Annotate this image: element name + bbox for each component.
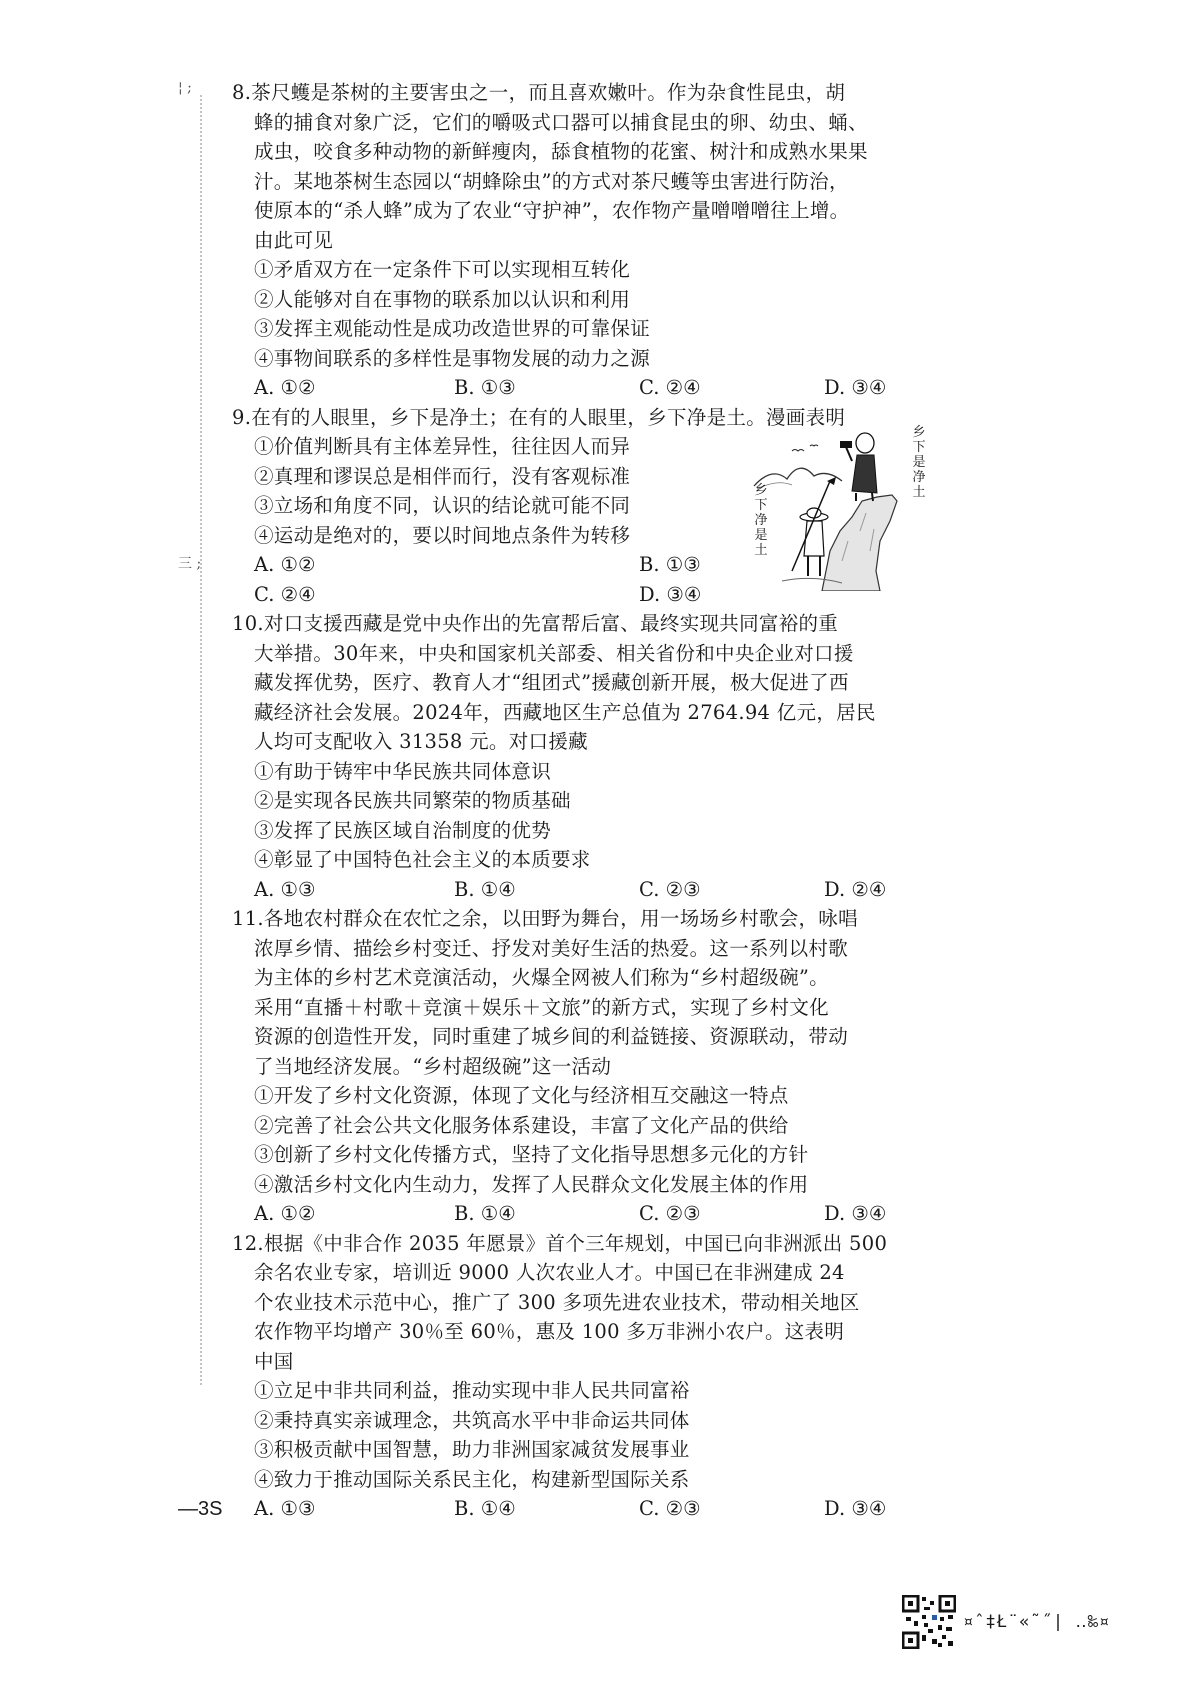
stem-line: 采用“直播＋村歌＋竞演＋娱乐＋文旅”的新方式，实现了乡村文化: [254, 995, 829, 1019]
answer-a[interactable]: A. ①③: [254, 1497, 316, 1520]
comic-label-bottom: 乡下净是土: [754, 482, 768, 558]
option-1: ①矛盾双方在一定条件下可以实现相互转化: [254, 258, 631, 281]
stem-line: 蜂的捕食对象广泛，它们的嚼吸式口器可以捕食昆虫的卵、幼虫、蛹、: [254, 110, 868, 134]
option-1: ①立足中非共同利益，推动实现中非人民共同富裕: [254, 1379, 690, 1402]
option-1: ①开发了乡村文化资源，体现了文化与经济相互交融这一特点: [254, 1084, 789, 1107]
question-stem: [232, 1229, 932, 1377]
answer-c[interactable]: C. ②④: [639, 376, 701, 399]
edge-mark-middle: 三 ;: [178, 556, 202, 572]
answer-c[interactable]: C. ②④: [254, 582, 316, 606]
stem-line: 人均可支配收入 31358 元。对口援藏: [254, 730, 588, 753]
stem-line: 使原本的“杀人蜂”成为了农业“守护神”，农作物产量噌噌噌往上增。: [254, 199, 850, 222]
comic-label-top: 乡下是净土: [912, 424, 926, 500]
answer-c[interactable]: C. ②③: [639, 1497, 701, 1520]
stem-line: 为主体的乡村艺术竞演活动，火爆全网被人们称为“乡村超级碗”。: [254, 966, 829, 989]
answer-a[interactable]: A. ①③: [254, 877, 316, 901]
option-2: ②秉持真实亲诚理念，共筑高水平中非命运共同体: [254, 1408, 690, 1432]
stem-line: 中国: [254, 1349, 294, 1373]
answer-d[interactable]: D. ②④: [824, 877, 887, 901]
stem-line: 9.在有的人眼里，乡下是净土；在有的人眼里，乡下净是土。漫画表明: [232, 405, 846, 429]
stem-line: 农作物平均增产 30％至 60％，惠及 100 多万非洲小农户。这表明: [254, 1320, 845, 1343]
edge-mark-top: ¦ ;: [178, 80, 192, 96]
question-12: [232, 1229, 932, 1524]
stem-line: 汁。某地茶树生态园以“胡蜂除虫”的方式对茶尺蠖等虫害进行防治，: [254, 169, 849, 193]
stem-line: 浓厚乡情、描绘乡村变迁、抒发对美好生活的热爱。这一系列以村歌: [254, 936, 849, 960]
question-10: [232, 609, 932, 904]
question-8: [232, 78, 932, 403]
option-2: ②真理和谬误总是相伴而行，没有客观标准: [254, 464, 631, 488]
answer-d[interactable]: D. ③④: [639, 582, 702, 606]
stem-line: 12.根据《中非合作 2035 年愿景》首个三年规划，中国已向非洲派出 500: [232, 1231, 888, 1255]
stem-line: 成虫，咬食多种动物的新鲜瘦肉，舔食植物的花蜜、树汁和成熟水果果: [254, 140, 868, 163]
answer-b[interactable]: B. ①③: [639, 553, 701, 576]
stem-line: 资源的创造性开发，同时重建了城乡间的利益链接、资源联动，带动: [254, 1025, 849, 1048]
option-4: ④致力于推动国际关系民主化，构建新型国际关系: [254, 1467, 690, 1491]
question-list: [232, 78, 932, 1524]
stem-line: 11.各地农村群众在农忙之余，以田野为舞台，用一场场乡村歌会，咏唱: [232, 907, 858, 930]
footer-code: ¤ˆ‡Ł¨«˜˝| ‥‰¤: [963, 1612, 1111, 1632]
answer-b[interactable]: B. ①④: [454, 1202, 516, 1225]
answer-c[interactable]: C. ②③: [639, 1202, 701, 1225]
option-4: ④激活乡村文化内生动力，发挥了人民群众文化发展主体的作用: [254, 1172, 809, 1196]
question-9: [232, 403, 932, 610]
stem-line: 由此可见: [254, 228, 334, 252]
question-stem: [232, 609, 932, 757]
option-2: ②是实现各民族共同繁荣的物质基础: [254, 789, 571, 812]
option-3: ③立场和角度不同，认识的结论就可能不同: [254, 494, 631, 517]
option-3: ③积极贡献中国智慧，助力非洲国家减贫发展事业: [254, 1438, 690, 1461]
answer-a[interactable]: A. ①②: [254, 376, 316, 399]
question-stem: [232, 78, 932, 255]
answer-b[interactable]: B. ①④: [454, 877, 516, 901]
answer-choices: [232, 373, 932, 403]
answer-choices: [232, 1199, 932, 1229]
stem-line: 个农业技术示范中心，推广了 300 多项先进农业技术，带动相关地区: [254, 1290, 860, 1314]
qr-code-icon: [902, 1595, 956, 1649]
question-11: [232, 904, 932, 1229]
answer-d[interactable]: D. ③④: [824, 376, 887, 399]
answer-d[interactable]: D. ③④: [824, 1497, 887, 1520]
stem-line: 10.对口支援西藏是党中央作出的先富帮后富、最终实现共同富裕的重: [232, 612, 839, 635]
binding-line: [200, 95, 202, 1385]
answer-a[interactable]: A. ①②: [254, 553, 316, 576]
option-3: ③发挥了民族区域自治制度的优势: [254, 818, 552, 842]
stem-line: 藏经济社会发展。2024年，西藏地区生产总值为 2764.94 亿元，居民: [254, 700, 876, 724]
stem-line: 藏发挥优势，医疗、教育人才“组团式”援藏创新开展，极大促进了西: [254, 671, 849, 694]
comic-illustration: [752, 421, 932, 591]
answer-c[interactable]: C. ②③: [639, 877, 701, 901]
option-2: ②完善了社会公共文化服务体系建设，丰富了文化产品的供给: [254, 1113, 789, 1137]
option-4: ④事物间联系的多样性是事物发展的动力之源: [254, 346, 651, 370]
answer-b[interactable]: B. ①④: [454, 1497, 516, 1520]
option-4: ④彰显了中国特色社会主义的本质要求: [254, 848, 591, 871]
stem-line: 了当地经济发展。“乡村超级碗”这一活动: [254, 1054, 612, 1078]
answer-a[interactable]: A. ①②: [254, 1202, 316, 1225]
answer-b[interactable]: B. ①③: [454, 376, 516, 399]
comic-drawing: [752, 421, 932, 591]
option-3: ③创新了乡村文化传播方式，坚持了文化指导思想多元化的方针: [254, 1143, 809, 1166]
option-3: ③发挥主观能动性是成功改造世界的可靠保证: [254, 317, 651, 340]
option-4: ④运动是绝对的，要以时间地点条件为转移: [254, 523, 631, 547]
question-stem: [232, 904, 932, 1081]
page-number: —3S: [178, 1498, 223, 1520]
stem-line: 大举措。30年来，中央和国家机关部委、相关省份和中央企业对口援: [254, 641, 854, 665]
answer-choices: [232, 1494, 932, 1524]
stem-line: 8.茶尺蠖是茶树的主要害虫之一，而且喜欢嫩叶。作为杂食性昆虫，胡: [232, 81, 846, 104]
option-1: ①有助于铸牢中华民族共同体意识: [254, 759, 552, 783]
answer-d[interactable]: D. ③④: [824, 1202, 887, 1225]
answer-choices: [232, 875, 932, 905]
stem-line: 余名农业专家，培训近 9000 人次农业人才。中国已在非洲建成 24: [254, 1261, 845, 1284]
option-1: ①价值判断具有主体差异性，往往因人而异: [254, 435, 631, 458]
option-2: ②人能够对自在事物的联系加以认识和利用: [254, 287, 631, 311]
